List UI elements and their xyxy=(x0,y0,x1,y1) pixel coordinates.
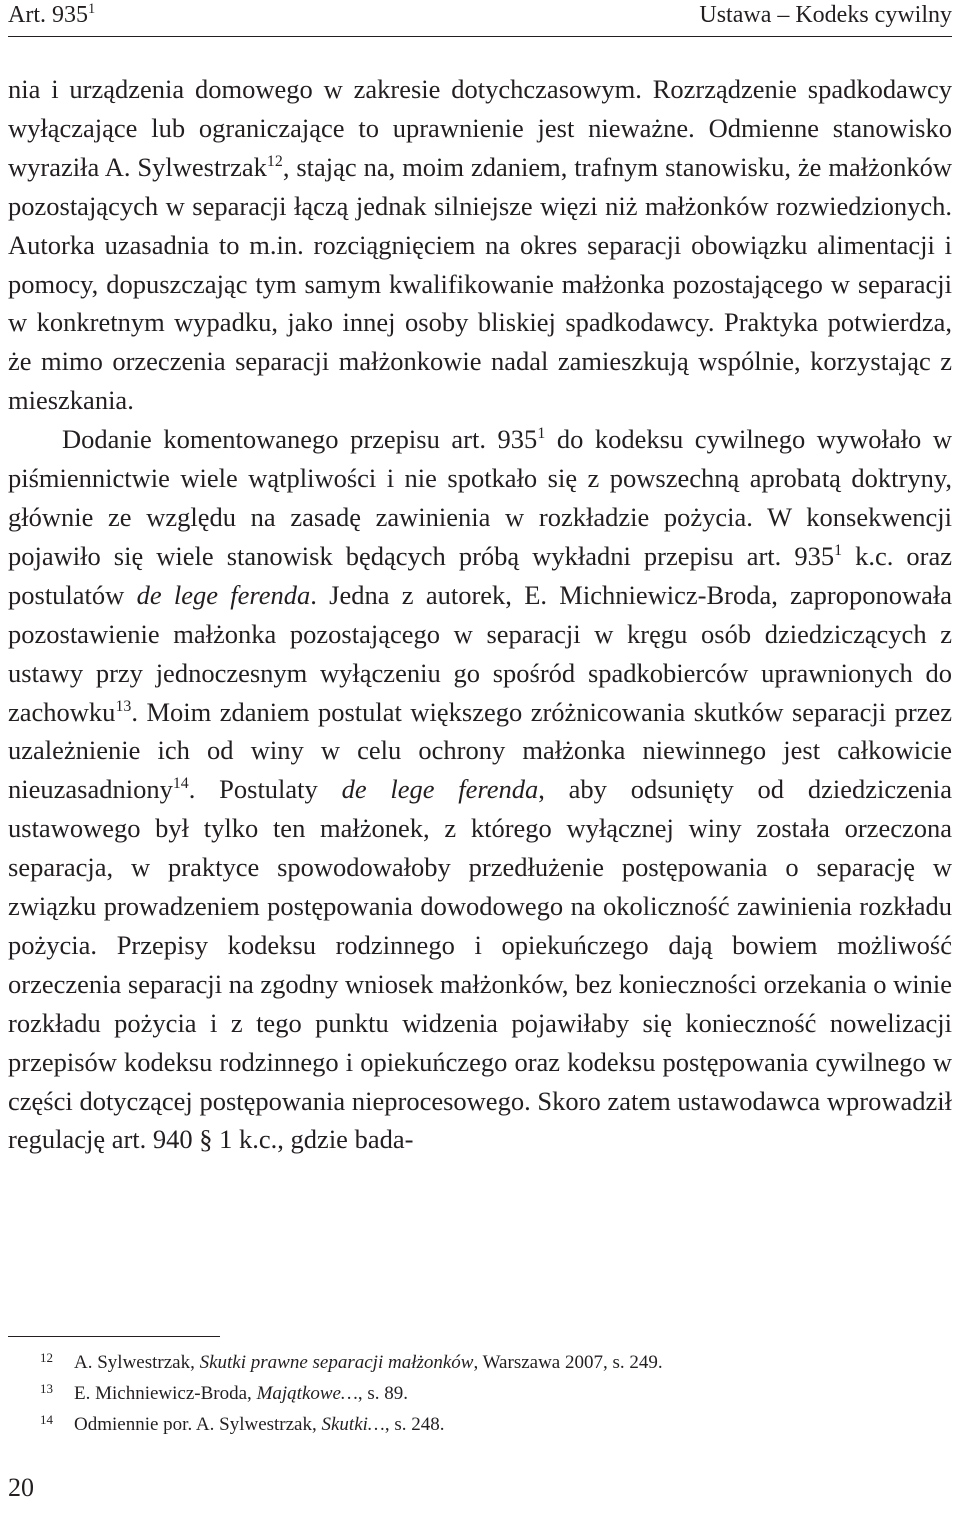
superscript-1: 1 xyxy=(537,425,546,443)
footnote-ref-14: 14 xyxy=(172,775,189,793)
footnote-number: 12 xyxy=(40,1350,53,1365)
paragraph-2: Dodanie komentowanego przepisu art. $935^1$ do kodeksu cywilnego wywołało w piśmiennictwie wiele wątpliwości i nie spotkało się z powszechną aprobatą doktryny, głównie ze względu na zasadę zawinienia w rozkładzie pożycia. W konsekwencji pojawiło się wiele stanowisk będących próbą wykładni przepisu art. $935^1$ k.c. oraz postulatów de lege ferenda. Jedna z autorek, E. Michniewicz-Broda, zaproponowała pozostawienie małżonka pozostającego w separacji w kręgu osób dziedziczących z ustawy przy jednoczesnym wyłączeniu go spośród spadkobierców uprawnionych do zachowku$^{13}$. Moim zdaniem postulat większego zróżnicowania skutków separacji przez uzależnienie ich od winy w celu ochrony małżonka niewinnego jest całkowicie nieuzasadniony$^{14}$. Postulaty de lege ferenda, aby odsunięty od dziedziczenia ustawowego był tylko ten małżonek, z którego wyłącznej winy została orzeczona separacja, w praktyce spowodowałoby przedłużenie postępowania o separację w związku prowadzeniem postępowania dowodowego na okoliczność zawinienia rozkładu pożycia. Przepisy kodeksu rodzinnego i opiekuńczego dają bowiem możliwość orzeczenia separacji na zgodny wniosek małżonków, bez konieczności orzekania o winie rozkładu pożycia i z tego punktu widzenia pojawiłaby się konieczność nowelizacji przepisów kodeksu rodzinnego i opiekuńczego oraz kodeksu postępowania cywilnego w części dotyczącej postępowania nieprocesowego. Skoro zatem ustawodawca wprowadził regulację art. 940 § 1 k.c., gdzie bada- xyxy=(8,424,953,1155)
article-label: Art. $935^1$ xyxy=(8,1,96,28)
latin-phrase: de lege ferenda xyxy=(136,579,311,610)
running-title: Ustawa – Kodeks cywilny xyxy=(699,2,952,28)
main-text xyxy=(8,70,952,1159)
footnote-13: 13 E. Michniewicz-Broda, Majątkowe…, s. 89. xyxy=(40,1378,952,1409)
footnote-rule xyxy=(8,1336,220,1337)
footnote-14: 14 Odmiennie por. A. Sylwestrzak, Skutki…, s. 248. xyxy=(40,1409,952,1440)
running-header xyxy=(8,0,952,34)
article-superscript: 1 xyxy=(88,1,96,17)
header-rule xyxy=(8,36,952,37)
paragraph-1: nia i urządzenia domowego w zakresie dotychczasowym. Rozrządzenie spadkodawcy wyłączające lub ograniczające to uprawnienie jest nieważne. Odmienne stanowisko wyraziła A. Sylwestrzak$^{12}$, stając na, moim zdaniem, trafnym stanowisku, że małżonków pozostających w separacji łączą jednak silniejsze więzi niż małżonków rozwiedzionych. Autorka uzasadnia to m.in. rozciągnięciem na okres separacji obowiązku alimentacji i pomocy, dopuszczając tym samym kwalifikowanie małżonka pozostającego w separacji w konkretnym wypadku, jako innej osoby bliskiej spadkodawcy. Praktyka potwierdza, że mimo orzeczenia separacji małżonkowie nadal zamieszkują wspólnie, korzystając z mieszkania. xyxy=(8,74,952,416)
superscript-1b: 1 xyxy=(834,542,843,560)
footnotes xyxy=(40,1347,952,1440)
footnote-ref-13: 13 xyxy=(115,697,132,715)
latin-phrase-2: de lege ferenda xyxy=(341,774,539,805)
page-number: 20 xyxy=(8,1473,34,1502)
footnote-number: 14 xyxy=(40,1412,53,1427)
footnote-ref-12: 12 xyxy=(266,152,283,170)
footnote-number: 13 xyxy=(40,1381,53,1396)
footnote-12: 12 A. Sylwestrzak, Skutki prawne separacji małżonków, Warszawa 2007, s. 249. xyxy=(40,1347,952,1378)
